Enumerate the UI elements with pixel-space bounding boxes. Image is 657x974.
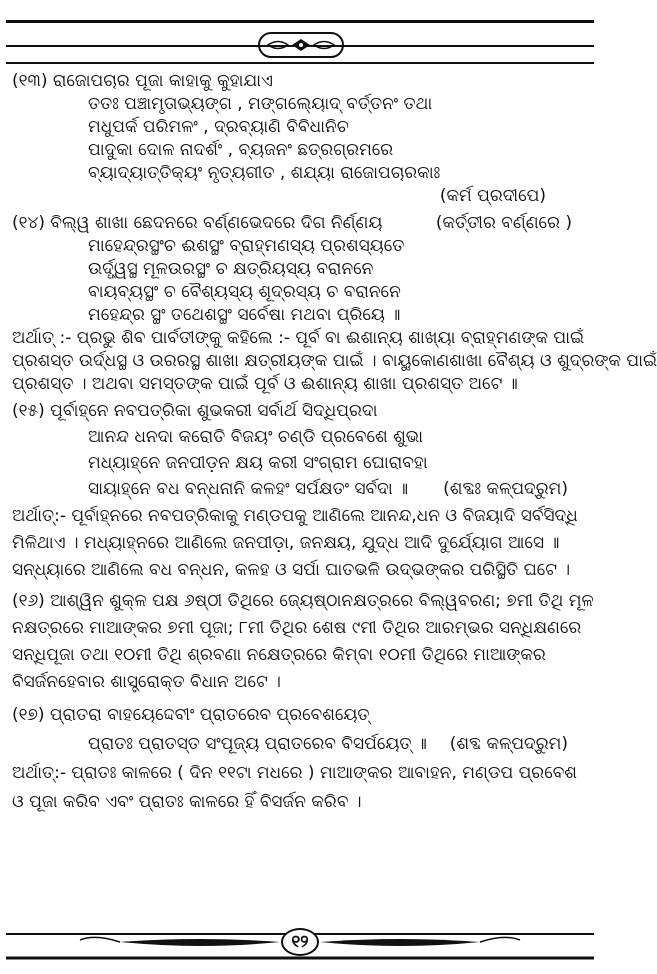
verse-line: ପାଦୁକା ଦୋଳ ନାଦର୍ଶଂ , ବ୍ୟଜନଂ ଛତ୍ରଗ୍ରମରେ <box>88 140 394 160</box>
section-16-line: ନକ୍ଷତ୍ରରେ ମାଆଙ୍କର ୭ମୀ ପୂଜା; ୮ମୀ ତିଥିର ଶେଷ ୯ମୀ ତିଥିର ଆରମ୍ଭର ସନ୍ଧିକ୍ଷଣରେ <box>12 618 582 638</box>
verse-source-row <box>12 733 592 756</box>
section-13-source: (କର୍ମ ପ୍ରଦୀପେ) <box>439 186 546 206</box>
meaning-line: ସନ୍ଧ୍ୟାରେ ଆଣିଲେ ବଧ ବନ୍ଧନ, କଳହ ଓ ସର୍ପା ଘାତଭଳି ଉଦ୍ଭଙ୍କର ପରିସ୍ଥିତି ଘଟେ । <box>12 560 571 580</box>
verse-line: ବାୟବ୍ୟସ୍ଥଂ ଚ ବୈଶ୍ୟସ୍ୟ ଶୂଦ୍ରସ୍ୟ ଚ ବରାନନେ <box>88 282 401 302</box>
meaning-line: ଓ ପୂଜା କରିବ ଏବଂ ପ୍ରାତଃ କାଳରେ ହିଁ ବିସର୍ଜନ କରିବ । <box>12 792 362 812</box>
page-body <box>12 70 657 814</box>
section-17-heading: (୧୭) ପ୍ରାତରା ବାହୟେଦ୍ଦେବୀଂ ପ୍ରାତରେବ ପ୍ରବେଶୟେତ୍ <box>12 705 370 725</box>
verse-line: ଆନନ୍ଦ ଧନଦା କରୋତି ବିଜୟଂ ଚଣ୍ଡି ପ୍ରବେଶେ ଶୁଭା <box>88 427 423 447</box>
meaning-line: ପ୍ରଶସ୍ତ । ଅଥବା ସମସ୍ତଙ୍କ ପାଇଁ ପୂର୍ବ ଓ ଈଶାନ୍ୟ ଶାଖା ପ୍ରଶସ୍ତ ଅଟେ ॥ <box>12 374 518 394</box>
page-number: ୧୨ <box>281 928 319 956</box>
verse-line: ବ୍ୟାଦ୍ୟାତ୍ତିକ୍ୟଂ ନୃତ୍ୟଗୀତ , ଶଯ୍ୟା ରାଜୋପଚାରକାଃ <box>88 163 441 183</box>
verse-source-row <box>12 475 592 501</box>
meaning-line: ଅର୍ଥାତ୍ :- ପ୍ରଭୁ ଶିବ ପାର୍ବତୀଙ୍କୁ କହିଲେ :- ପୂର୍ବ ବା ଈଶାନ୍ୟ ଶାଖ୍ୟା ବ୍ରାହ୍ମଣଙ୍କ ପାଇଁ <box>12 328 585 348</box>
verse-line: ମଧ୍ୟାହ୍ନେ ଜନପୀଡ଼ନ କ୍ଷୟ କରୀ ସଂଗ୍ରାମ ଘୋରାବହା <box>88 453 428 473</box>
verse-line: ସାୟାହ୍ନେ ବଧ ବନ୍ଧନାନି କଳହଂ ସର୍ପକ୍ଷତଂ ସର୍ବଦା ॥ <box>88 479 409 499</box>
section-14-heading-source: (କର୍ତ୍ତୀର ବର୍ଣ୍ଣରେ ) <box>435 213 572 233</box>
verse-line: ମଧୁପର୍କ ପରିମଳଂ , ଦ୍ରବ୍ୟାଣି ବିବିଧାନିଚ <box>88 117 349 137</box>
verse-line: ଉର୍ଦ୍ଧ୍ୱସ୍ଥ ମୂଳଉରସ୍ଥଂ ଚ କ୍ଷତ୍ରିୟସ୍ୟ ବରାନନେ <box>88 259 374 279</box>
section-15-source: (ଶବ୍ଦଃ କଳ୍ପଦ୍ରୁମ) <box>443 479 568 499</box>
verse-line: ତତଃ ପଞ୍ଚାମୃତାଭ୍ୟଙ୍ଗ , ମଙ୍ଗଲ୍ୟୋଦ୍ ବର୍ତ୍ତନଂ ତଥା <box>88 94 433 114</box>
top-rule <box>6 20 594 23</box>
meaning-line: ପ୍ରଶସ୍ତ ଉର୍ଦ୍ଧସ୍ଥ ଓ ଉରରସ୍ଥ ଶାଖା କ୍ଷତ୍ରୀୟଙ୍କ ପାଇଁ । ବାୟୁକୋଣଶାଖା ବୈଶ୍ୟ ଓ ଶୁଦ୍ରଙ୍କ ପାଇଁ <box>12 351 657 371</box>
section-14-heading-row <box>12 212 592 235</box>
section-16-line: ସନ୍ଧିପୂଜା ତଥା ୧୦ମୀ ତିଥି ଶ୍ରବଣା ନକ୍ଷେତ୍ରରେ କିମ୍ବା ୧୦ମୀ ତିଥିରେ ମାଆଙ୍କର <box>12 645 546 665</box>
verse-line: ମାହେନ୍ଦ୍ରସ୍ଥଂଚ ଈଶସ୍ଥଂ ବ୍ରାହ୍ମଣସ୍ୟ ପ୍ରଶସ୍ୟତେ <box>88 236 405 256</box>
section-15-heading: (୧୫) ପୂର୍ବାହ୍ନେ ନବପତ୍ରିକା ଶୁଭକରୀ ସର୍ବାର୍ଥ ସିଦ୍ଧିପ୍ରଦା <box>12 401 378 421</box>
section-16-line: ବିସର୍ଜନହେବାର ଶାସ୍ତ୍ରୋକ୍ତ ବିଧାନ ଅଟେ । <box>12 672 281 692</box>
section-14-heading: (୧୪) ବିଲ୍ୱ ଶାଖା ଛେଦନରେ ବର୍ଣ୍ଣଭେଦରେ ଦିଗ ନିର୍ଣ୍ଣୟ <box>12 213 383 233</box>
section-13-heading: (୧୩) ରାଜୋପଚାର ପୂଜା କାହାକୁ କୁହାଯାଏ <box>12 71 273 91</box>
meaning-line: ମିଳିଥାଏ । ମଧ୍ୟାହ୍ନରେ ଆଣିଲେ ଜନପୀଡ଼ା, ଜନକ୍ଷୟ, ଯୁଦ୍ଧ ଆଦି ଦୁର୍ଯ୍ୟୋଗ ଆସେ ॥ <box>12 533 560 553</box>
header-underline <box>6 62 594 64</box>
top-ornament <box>258 32 344 58</box>
meaning-line: ଅର୍ଥାତ୍:- ପ୍ରାତଃ କାଳରେ ( ଦିନ ୧୧ଟା ମଧରେ ) ମାଆଙ୍କର ଆବାହନ, ମଣ୍ଡପ ପ୍ରବେଶ <box>12 763 577 783</box>
verse-line: ପ୍ରାତଃ ପ୍ରାତସ୍ତ ସଂପୂଜ୍ୟ ପ୍ରାତରେବ ବିସର୍ପୟେତ୍ ॥ <box>88 734 427 754</box>
verse-line: ମହେନ୍ଦ୍ର ସ୍ଥଂ ତଥେଶସ୍ଥଂ ସର୍ବେଷା ମଥବା ପ୍ରିୟେ ॥ <box>88 305 401 325</box>
meaning-line: ଅର୍ଥାତ୍:- ପୂର୍ବାହ୍ନରେ ନବପତ୍ରିକାକୁ ମଣ୍ଡପକୁ ଆଣିଲେ ଆନନ୍ଦ,ଧନ ଓ ବିଜୟାଦି ସର୍ବସିଦ୍ଧି <box>12 506 578 526</box>
section-16-line: (୧୬) ଆଶ୍ୱିନ ଶୁକ୍ଳ ପକ୍ଷ ୬ଷ୍ଠୀ ତିଥିରେ ଜ୍ୟେଷ୍ଠାନକ୍ଷତ୍ରରେ ବିଲ୍ୱବରଣ; ୭ମୀ ତିଥି ମୂଳ <box>12 591 594 611</box>
section-17-source: (ଶବ୍ଦ କଳ୍ପଦ୍ରୁମ) <box>449 734 568 754</box>
